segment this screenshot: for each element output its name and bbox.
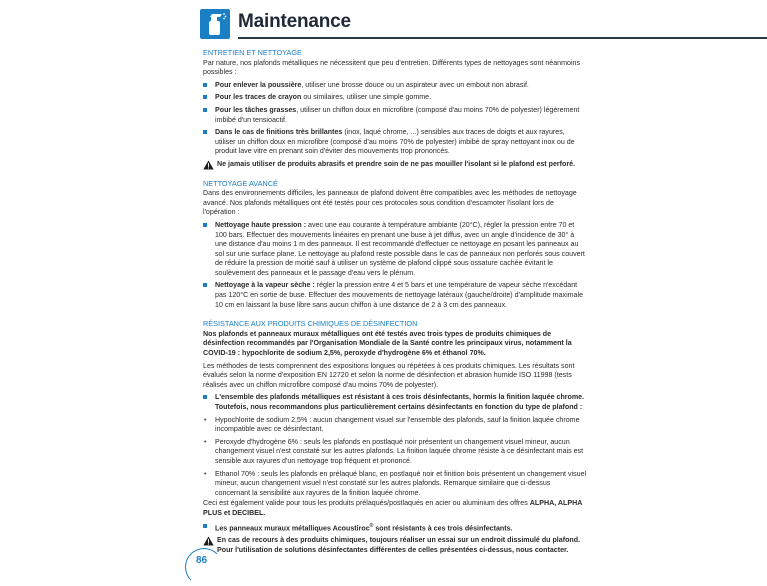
spray-bottle-icon bbox=[200, 9, 230, 39]
bullet-square-icon bbox=[203, 223, 207, 227]
warning-icon bbox=[203, 160, 214, 170]
list-item: L'ensemble des plafonds métalliques est résistant à ces trois désinfectants, hormis la finition laquée chrome. Toutefois, nous recommandons plus particulièrement certains désinfectants en fonction du type de plafond : bbox=[203, 393, 587, 412]
list-item: Dans le cas de finitions très brillantes (inox, laqué chrome, ...) sensibles aux traces de doigts et aux rayures, utiliser un chiffon doux en microfibre (composé d'au moins 70% de polyester) imbibé de spray nettoyant inox ou de produit lave vitre en prenant soin d'éviter des mouvements trop prononcés. bbox=[203, 128, 587, 157]
document-body bbox=[203, 48, 587, 559]
list-item: • Ethanol 70% : seuls les plafonds en prélaqué blanc, en postlaqué noir et finition bois présentent un changement visuel mineur, aucun changement visuel n'est constaté sur les autres plafonds. Remarque similaire que ci-dessus concernant la sensibilité aux rayures de la finition laquée chrome. bbox=[204, 469, 587, 497]
list-item: • Hypochlorite de sodium 2,5% : aucun changement visuel sur l'ensemble des plafonds, sauf la finition laquée chrome incompatible avec ce désinfectant. bbox=[204, 415, 580, 434]
section-intro: Par nature, nos plafonds métalliques ne nécessitent que peu d'entretien. Différents types de nettoyages sont néanmoins possibles : bbox=[203, 58, 581, 77]
list-item: Nettoyage à la vapeur sèche : régler la pression entre 4 et 5 bars et une température de vapeur sèche n'excédant pas 120°C en sortie de buse. Effectuer des mouvements de nettoyage latéraux (gauche/droite) d'amplitude maximale 10 cm en laissant la buse libre sans aucun chiffon à une distance de 2 à 3 cm des panneaux. bbox=[203, 281, 587, 310]
bullet-dot-icon: • bbox=[204, 437, 207, 446]
warning-icon bbox=[203, 536, 214, 546]
bullet-square-icon bbox=[203, 130, 207, 134]
warning-note: En cas de recours à des produits chimiques, toujours réaliser un essai sur un endroit dissimulé du plafond. Pour l'utilisation de solutions désinfectantes différentes de celles présentées ci-dessus, nous contacter. bbox=[203, 536, 587, 555]
list-item: • Peroxyde d'hydrogène 6% : seuls les plafonds en postlaqué noir présentent un changement visuel mineur, aucun changement visuel n'est constaté sur les autres plafonds. La finition laquée chrome résiste à ce désinfectant mais est sensible aux rayures d'un nettoyage trop fréquent et prononcé. bbox=[204, 437, 584, 465]
bullet-square-icon bbox=[203, 395, 207, 399]
bullet-dot-icon: • bbox=[204, 469, 207, 478]
list-item: Nettoyage haute pression : avec une eau courante à température ambiante (20°C), régler la pression entre 70 et 100 bars. Effectuer des mouvements linéaires en prenant une buse à jet diffus, avec un angle d'incidence de 30° à une distance d'au moins 1 m des panneaux. Il est recommandé d'effectuer ce nettoyage en posant les panneaux au sol sur une surface plane. Le nettoyage au plafond reste possible dans le cas de panneaux non perforés sous couvert de réduire la pression de moitié sauf à utiliser un système de plafond clippé sous ossature cachée évitant le soulèvement des panneaux et le passage d'eau vers le plénum. bbox=[203, 221, 587, 279]
validity-note: Ceci est également valide pour tous les produits prélaqués/postlaqués en acier ou aluminium des offres ALPHA, ALPHA PLUS et DECIBEL. bbox=[203, 499, 583, 517]
page-number: 86 bbox=[196, 555, 208, 566]
section-title-cleaning: ENTRETIEN ET NETTOYAGE bbox=[203, 48, 302, 57]
list-item: Pour les tâches grasses, utiliser un chiffon doux en microfibre (composé d'au moins 70% de polyester) légèrement imbibé d'un tensioactif. bbox=[203, 106, 587, 125]
section-title-advanced: NETTOYAGE AVANCÉ bbox=[203, 178, 278, 188]
bullet-square-icon bbox=[203, 283, 207, 287]
warning-note: Ne jamais utiliser de produits abrasifs et prendre soin de ne pas mouiller l'isolant si le plafond est perforé. bbox=[203, 160, 587, 170]
bullet-square-icon bbox=[203, 83, 207, 87]
page-title: Maintenance bbox=[238, 11, 351, 32]
bullet-square-icon bbox=[203, 108, 207, 112]
list-item: Pour les traces de crayon ou similaires, utiliser une simple gomme. bbox=[203, 93, 587, 103]
bullet-square-icon bbox=[203, 524, 207, 528]
section-intro: Dans des environnements difficiles, les panneaux de plafond doivent être compatibles avec les méthodes de nettoyage avancé. Nos plafonds métalliques ont été testés pour ces protocoles sous condition d'escamoter l'isolant lors de l'opération : bbox=[203, 189, 577, 217]
section-title-chemicals: RÉSISTANCE AUX PRODUITS CHIMIQUES DE DÉSINFECTION bbox=[203, 319, 418, 329]
list-item: Les panneaux muraux métalliques Acoustiroc® sont résistants à ces trois désinfectants. bbox=[203, 522, 587, 534]
bullet-dot-icon: • bbox=[204, 415, 207, 424]
page-number-arc bbox=[185, 548, 223, 586]
section-intro: Nos plafonds et panneaux muraux métalliques ont été testés avec trois types de produits chimiques de désinfection recommandés par l'Organisation Mondiale de la Santé contre les principaux virus, notamment la COVID-19 : hypochlorite de sodium 2,5%, peroxyde d'hydrogène 6% et éthanol 70%. bbox=[203, 329, 572, 358]
test-methods: Les méthodes de tests comprennent des expositions longues ou répétées à ces produits chimiques. Les résultats sont évalués selon la norme d'exposition EN 12720 et selon la norme de désinfection et abrasion humide ISO 11998 (tests réalisés avec un chiffon microfibre composé d'au moins 70% de polyester). bbox=[203, 361, 575, 389]
page-header bbox=[200, 9, 587, 39]
list-item: Pour enlever la poussière, utiliser une brosse douce ou un aspirateur avec un embout non abrasif. bbox=[203, 81, 587, 91]
bullet-square-icon bbox=[203, 95, 207, 99]
header-rule bbox=[238, 37, 767, 39]
